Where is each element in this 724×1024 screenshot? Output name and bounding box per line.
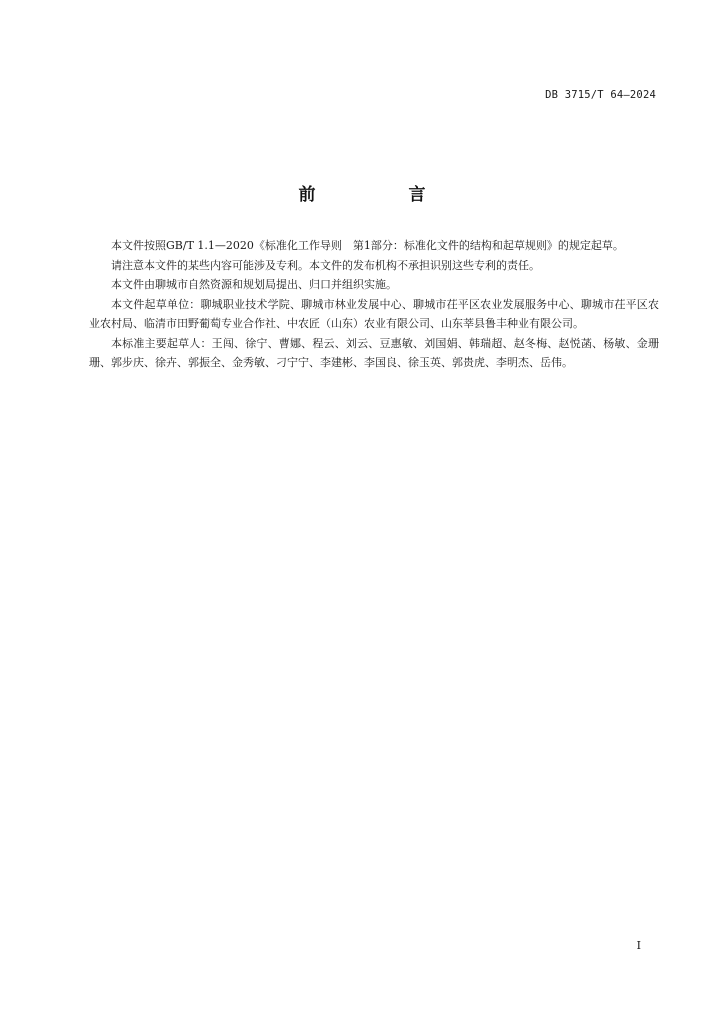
paragraph-patent-notice: 请注意本文件的某些内容可能涉及专利。本文件的发布机构不承担识别这些专利的责任。: [111, 258, 540, 272]
paragraph-drafting-units: 本文件起草单位：聊城职业技术学院、聊城市林业发展中心、聊城市茌平区农业发展服务中心、聊城市茌平区农业农村局、临清市田野葡萄专业合作社、中农匠（山东）农业有限公司、山东莘县鲁丰种业有限公司。: [89, 297, 659, 330]
paragraph-drafting-rules: 本文件按照GB/T 1.1—2020《标准化工作导则 第1部分：标准化文件的结构和起草规则》的规定起草。: [111, 239, 624, 252]
foreword-body: [89, 236, 659, 373]
paragraph-drafters: 本标准主要起草人：王闯、徐宁、曹娜、程云、刘云、豆惠敏、刘国娟、韩瑞超、赵冬梅、赵悦菡、杨敏、金珊珊、郭步庆、徐卉、郭振全、金秀敏、刁宁宁、李建彬、李国良、徐玉英、郭贵虎、李明杰、岳伟。: [89, 336, 659, 369]
paragraph-proposer: 本文件由聊城市自然资源和规划局提出、归口并组织实施。: [111, 278, 397, 291]
document-code: DB 3715/T 64—2024: [545, 89, 656, 101]
page-number: I: [636, 939, 641, 952]
page-title: 前 言: [298, 185, 464, 205]
